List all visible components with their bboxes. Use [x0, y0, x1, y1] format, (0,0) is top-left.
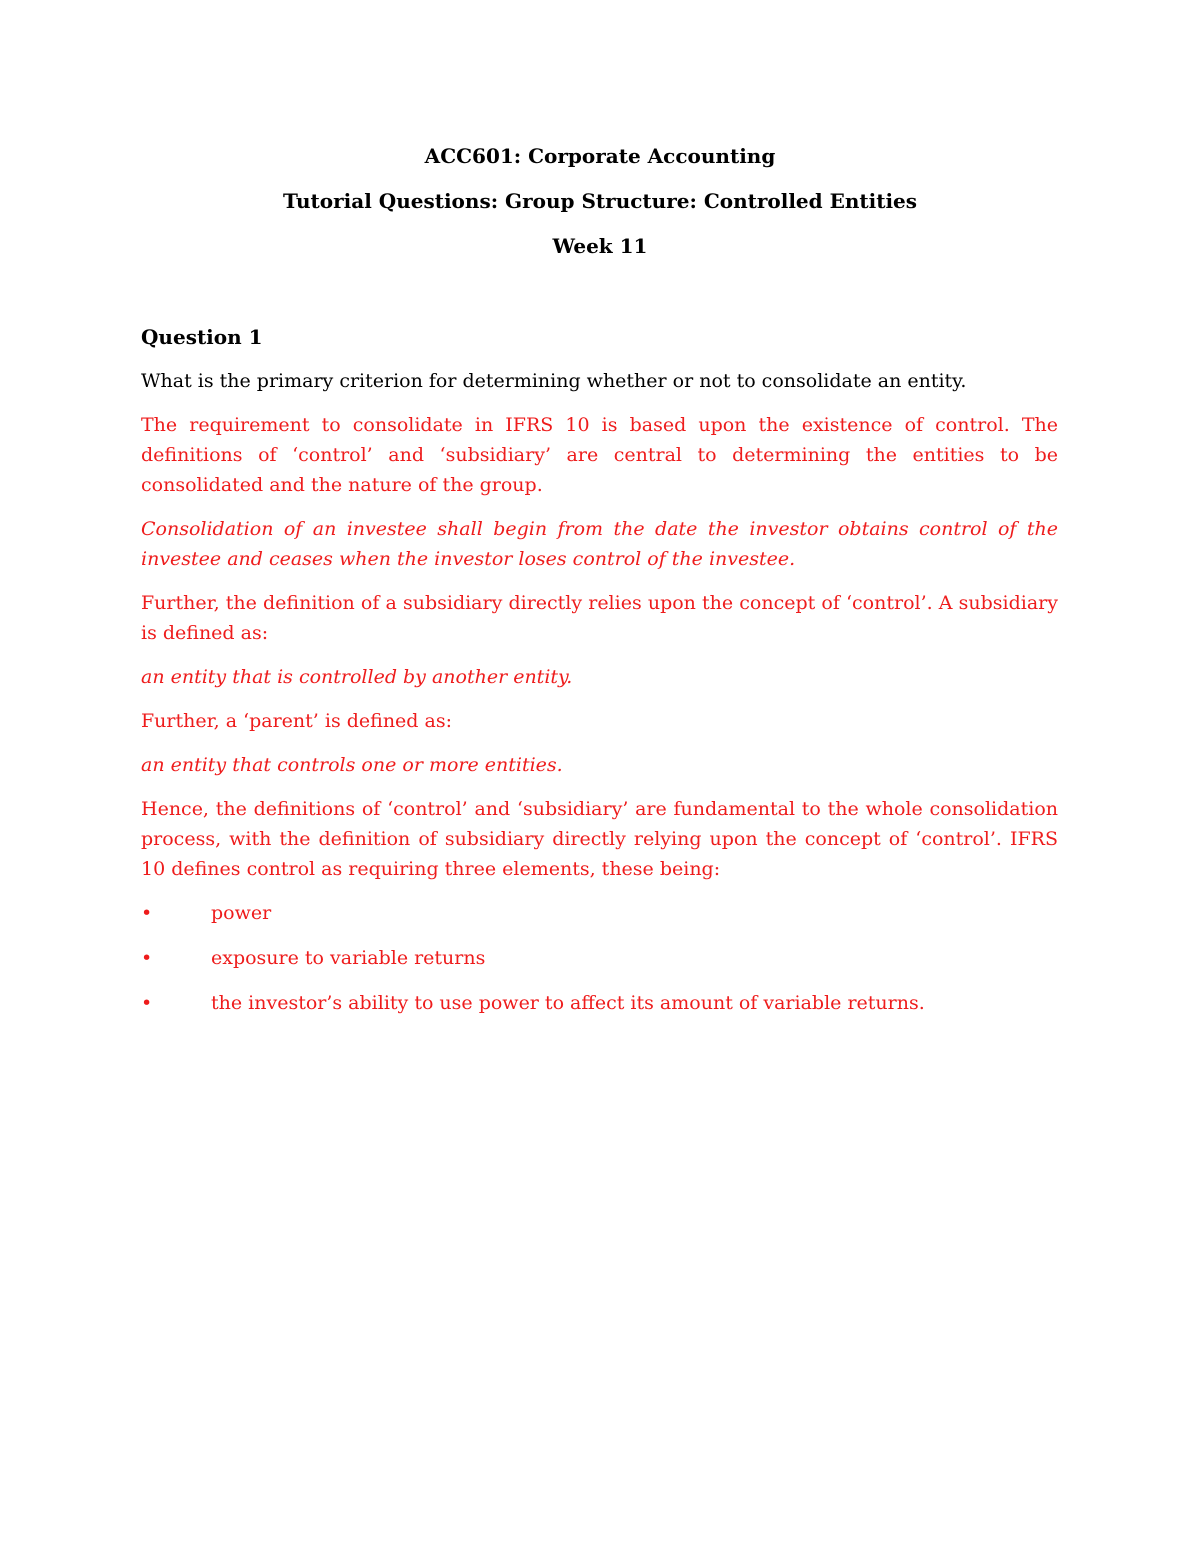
- question-text: What is the primary criterion for determining whether or not to consolidate an entity.: [141, 370, 967, 392]
- week-label: Week 11: [552, 234, 648, 258]
- list-item: [141, 943, 1058, 973]
- answer-paragraph-3: Further, the definition of a subsidiary directly relies upon the concept of ‘control’. A subsidiary is defined as:: [141, 592, 1058, 644]
- document-body: [141, 322, 1058, 1033]
- answer-paragraph-7: Hence, the definitions of ‘control’ and ‘subsidiary’ are fundamental to the whole consolidation process, with the definition of subsidiary directly relying upon the concept of ‘control’. IFRS 10 defines control as requiring three elements, these being:: [141, 798, 1058, 880]
- answer-paragraph-1: The requirement to consolidate in IFRS 10 is based upon the existence of control. The definitions of ‘control’ and ‘subsidiary’ are central to determining the entities to be consolidated and the nature of the group.: [141, 414, 1058, 496]
- tutorial-subtitle: Tutorial Questions: Group Structure: Controlled Entities: [282, 189, 918, 213]
- question-heading: Question 1: [141, 325, 263, 349]
- list-item-text: the investor’s ability to use power to affect its amount of variable returns.: [211, 992, 925, 1014]
- bullet-icon: •: [141, 902, 153, 924]
- list-item: [141, 988, 1058, 1018]
- list-item-text: exposure to variable returns: [211, 947, 486, 969]
- control-elements-list: [141, 898, 1058, 1018]
- bullet-icon: •: [141, 947, 153, 969]
- list-item: [141, 898, 1058, 928]
- course-title: ACC601: Corporate Accounting: [424, 144, 776, 168]
- subsidiary-definition: an entity that is controlled by another entity.: [141, 666, 573, 688]
- parent-definition: an entity that controls one or more entities.: [141, 754, 563, 776]
- answer-paragraph-2: Consolidation of an investee shall begin from the date the investor obtains control of the investee and ceases when the investor loses control of the investee.: [141, 518, 1058, 570]
- bullet-icon: •: [141, 992, 153, 1014]
- list-item-text: power: [211, 902, 272, 924]
- answer-paragraph-5: Further, a ‘parent’ is defined as:: [141, 710, 452, 732]
